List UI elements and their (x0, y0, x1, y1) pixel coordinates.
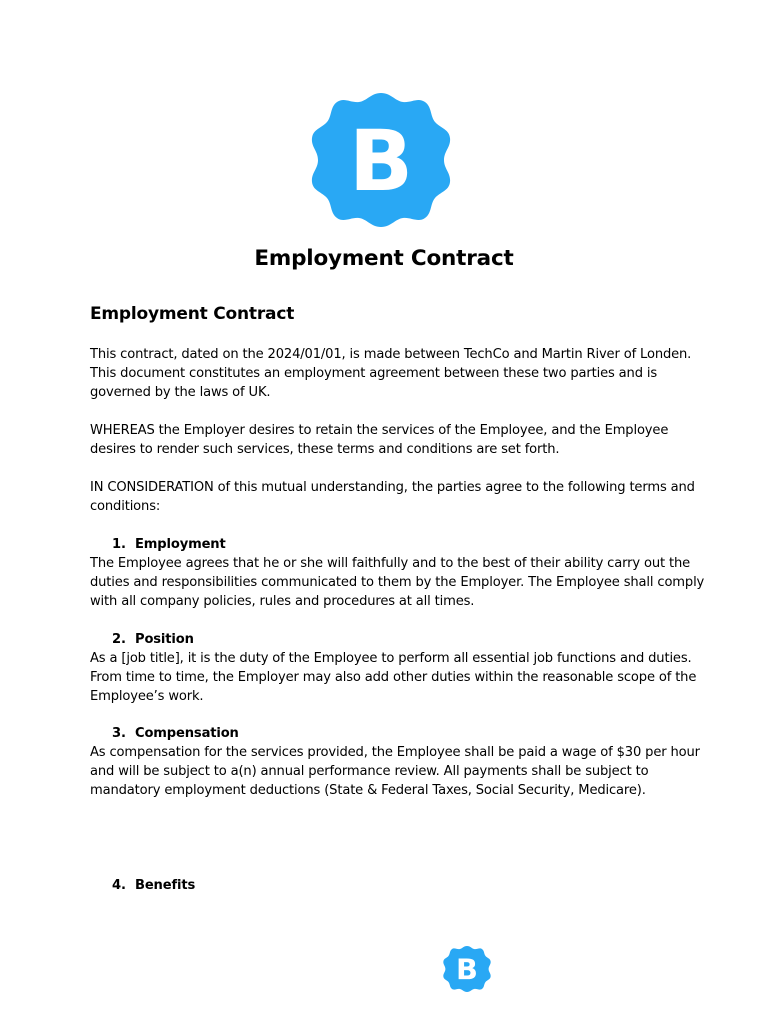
section-title: Employment (135, 537, 226, 552)
consideration-paragraph (90, 478, 695, 516)
text-line: This contract, dated on the 2024/01/01, is made between TechCo and Martin River of Londen. (90, 347, 692, 362)
text-line: From time to time, the Employer may also add other duties within the reasonable scope of the (90, 670, 697, 685)
section-number: 2. (112, 632, 126, 647)
text-line: and will be subject to a(n) annual performance review. All payments shall be subject to (90, 764, 649, 779)
whereas-paragraph (90, 421, 690, 459)
section-number: 1. (112, 537, 126, 552)
logo-letter: B (348, 112, 414, 210)
section-heading-position (112, 630, 194, 649)
text-line: This document constitutes an employment agreement between these two parties and is (90, 366, 658, 381)
text-line: desires to render such services, these terms and conditions are set forth. (90, 442, 560, 457)
section-body-position (90, 649, 697, 706)
text-line: The Employee agrees that he or she will faithfully and to the best of their ability carry out the (90, 556, 690, 571)
company-logo (311, 91, 451, 229)
section-body-employment (90, 554, 705, 611)
text-line: As compensation for the services provided, the Employee shall be paid a wage of $30 per hour (90, 745, 700, 760)
section-title: Benefits (135, 878, 196, 893)
text-line: As a [job title], it is the duty of the Employee to perform all essential job functions and duties. (90, 651, 692, 666)
section-heading-benefits (112, 876, 195, 895)
text-line: Employee’s work. (90, 689, 204, 704)
text-line: with all company policies, rules and procedures at all times. (90, 594, 475, 609)
section-number: 3. (112, 726, 126, 741)
document-title: Employment Contract (254, 246, 514, 271)
text-line: IN CONSIDERATION of this mutual understanding, the parties agree to the following terms and (90, 480, 695, 495)
text-line: WHEREAS the Employer desires to retain the services of the Employee, and the Employee (90, 423, 669, 438)
text-line: conditions: (90, 499, 161, 514)
section-title: Compensation (135, 726, 239, 741)
logo-letter: B (456, 952, 478, 987)
section-title: Position (135, 632, 194, 647)
section-heading-compensation (112, 724, 239, 743)
section-number: 4. (112, 878, 126, 893)
intro-paragraph (90, 345, 690, 402)
text-line: mandatory employment deductions (State & Federal Taxes, Social Security, Medicare). (90, 783, 646, 798)
text-line: duties and responsibilities communicated to them by the Employer. The Employee shall comply (90, 575, 705, 590)
section-heading-employment (112, 535, 226, 554)
text-line: governed by the laws of UK. (90, 385, 271, 400)
section-body-compensation (90, 743, 700, 800)
document-heading: Employment Contract (90, 304, 295, 324)
footer-logo (443, 945, 491, 993)
